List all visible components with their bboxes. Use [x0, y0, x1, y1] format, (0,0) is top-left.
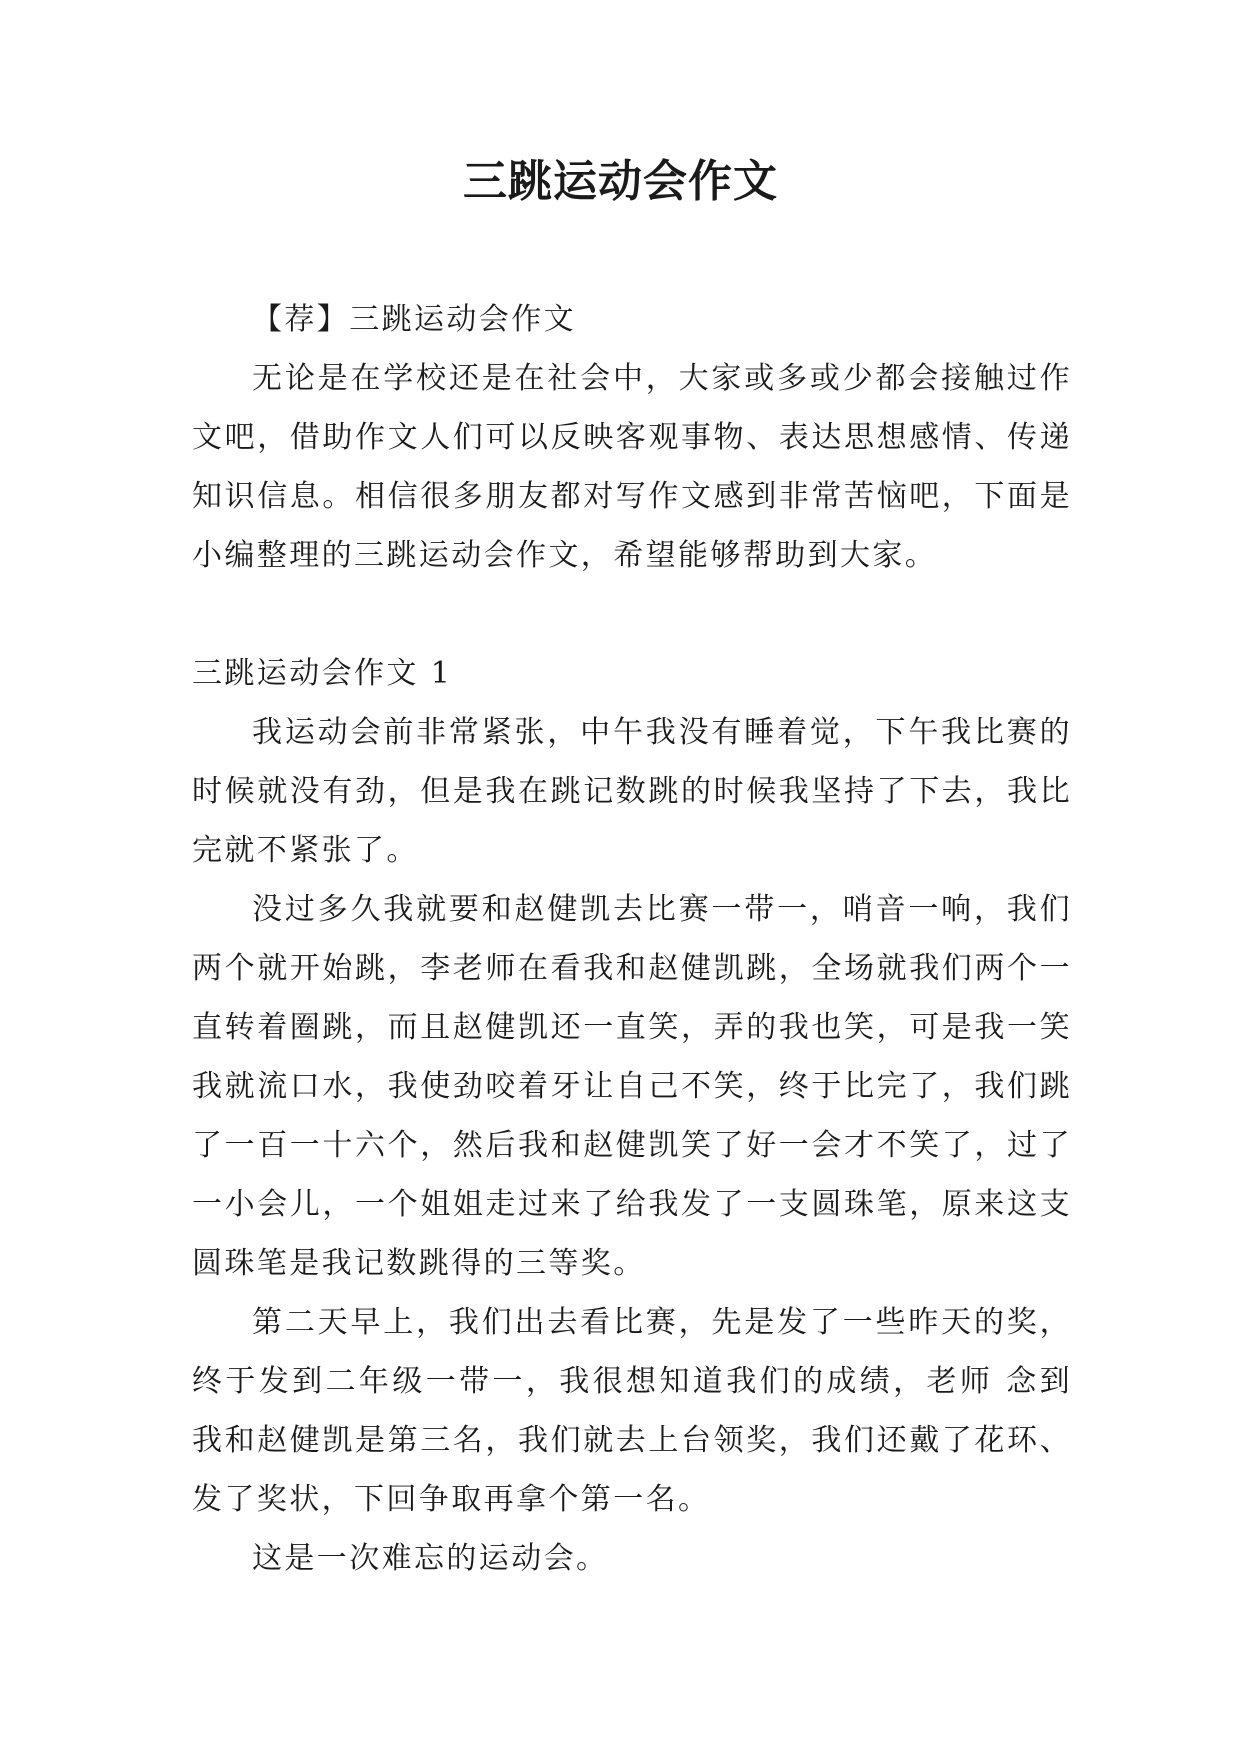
section-heading: 三跳运动会作文 1 [192, 656, 453, 691]
body-paragraph-4: 这是一次难忘的运动会。 [252, 1541, 609, 1576]
document-body [192, 290, 1072, 1588]
body-paragraph-3: 第二天早上，我们出去看比赛，先是发了一些昨天的奖，终于发到二年级一带一，我很想知道我们的成绩，老师 念到我和赵健凯是第三名，我们就去上台领奖，我们还戴了花环、发了奖状，下回争取再拿个第一名。 [192, 1305, 1072, 1517]
intro-tag: 【荐】三跳运动会作文 [252, 302, 576, 337]
body-paragraph-2: 没过多久我就要和赵健凯去比赛一带一，哨音一响，我们两个就开始跳，李老师在看我和赵健凯跳，全场就我们两个一直转着圈跳，而且赵健凯还一直笑，弄的我也笑，可是我一笑我就流口水，我使劲咬着牙让自己不笑，终于比完了，我们跳了一百一十六个，然后我和赵健凯笑了好一会才不笑了，过了一小会儿，一个姐姐走过来了给我发了一支圆珠笔，原来这支圆珠笔是我记数跳得的三等奖。 [192, 892, 1072, 1281]
document-title: 三跳运动会作文 [463, 156, 778, 207]
body-paragraph-1: 我运动会前非常紧张，中午我没有睡着觉，下午我比赛的时候就没有劲，但是我在跳记数跳的时候我坚持了下去，我比完就不紧张了。 [192, 715, 1072, 868]
intro-paragraph: 无论是在学校还是在社会中，大家或多或少都会接触过作文吧，借助作文人们可以反映客观事物、表达思想感情、传递知识信息。相信很多朋友都对写作文感到非常苦恼吧，下面是小编整理的三跳运动会作文，希望能够帮助到大家。 [192, 361, 1072, 573]
